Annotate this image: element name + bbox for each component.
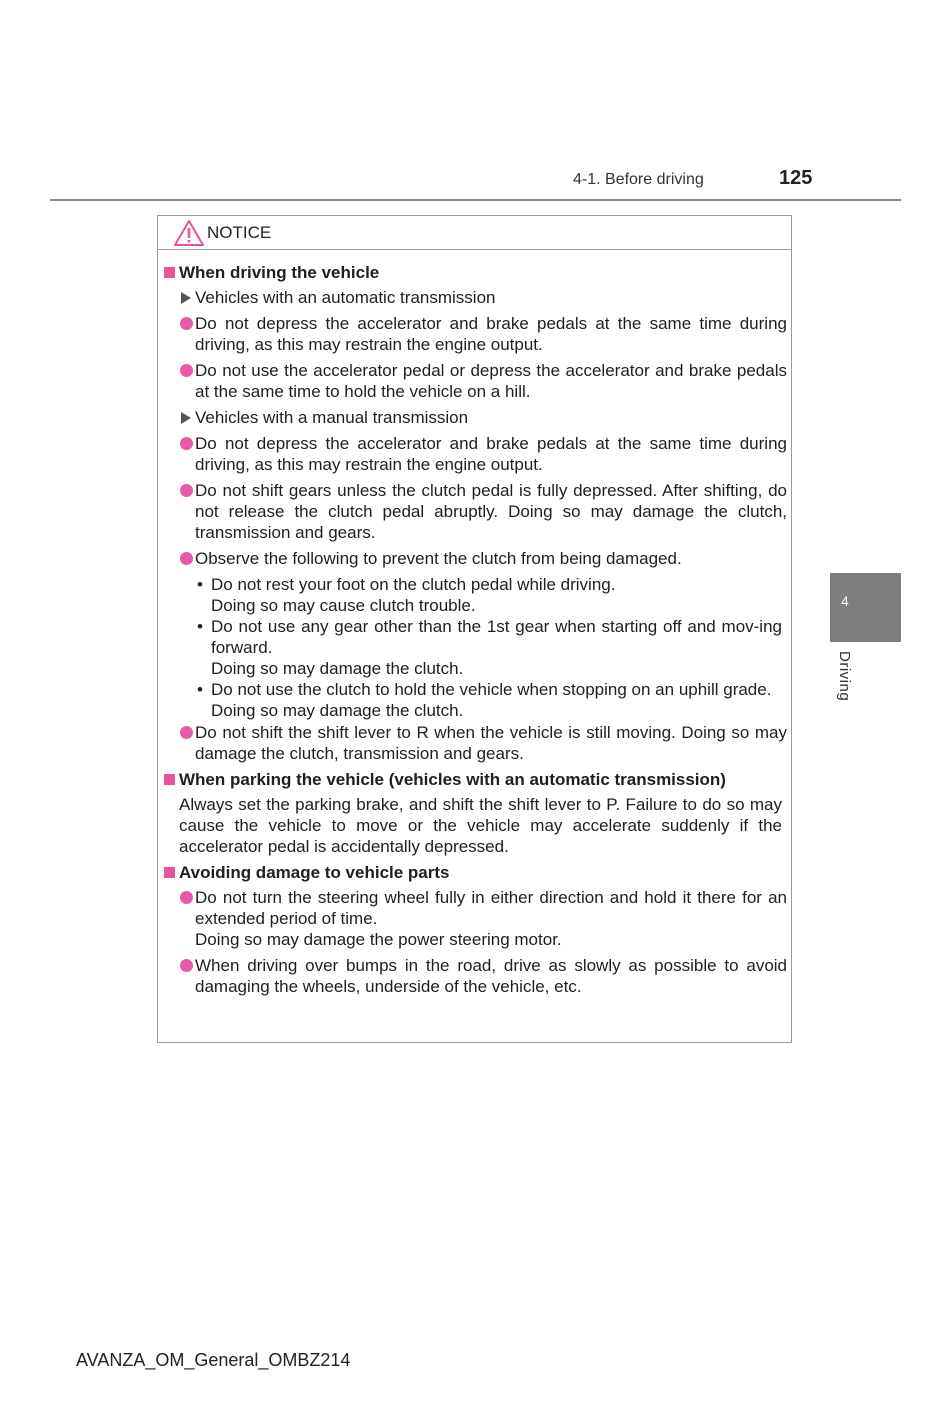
list-item <box>163 887 787 950</box>
item-text: Do not use the accelerator pedal or depress the accelerator and brake pedals at the same time to hold the vehicle on a hill. <box>195 361 787 401</box>
list-item <box>163 313 787 355</box>
section-heading <box>163 769 787 790</box>
sub-bullet-note: Doing so may cause clutch trouble. <box>211 596 476 615</box>
list-item <box>163 722 787 764</box>
circle-bullet-icon <box>180 484 193 497</box>
sub-bullet-note: Doing so may damage the clutch. <box>211 659 464 678</box>
sub-bullet <box>163 679 787 721</box>
sub-bullet-text: Do not rest your foot on the clutch pedal while driving. <box>211 575 616 594</box>
document-id: AVANZA_OM_General_OMBZ214 <box>76 1350 351 1370</box>
notice-header <box>158 216 791 250</box>
circle-bullet-icon <box>180 364 193 377</box>
section-title: 4-1. Before driving <box>573 171 704 188</box>
chapter-label: Driving <box>836 651 853 702</box>
header-divider <box>50 199 901 201</box>
square-bullet-icon <box>164 774 175 785</box>
notice-content <box>163 262 787 1002</box>
chapter-number: 4 <box>841 593 849 609</box>
item-text: Observe the following to prevent the clutch from being damaged. <box>195 549 682 568</box>
sub-bullet <box>163 616 787 679</box>
item-text: Do not depress the accelerator and brake pedals at the same time during driving, as this may restrain the engine output. <box>195 434 787 474</box>
square-bullet-icon <box>164 267 175 278</box>
warning-triangle-icon <box>173 219 205 247</box>
sub-bullet <box>163 574 787 616</box>
section-paragraph: Always set the parking brake, and shift the shift lever to P. Failure to do so may cause the vehicle to move or the vehicle may accelerate suddenly if the accelerator pedal is accidentally depressed. <box>179 795 782 856</box>
subheading-text: Vehicles with an automatic transmission <box>195 288 496 307</box>
item-text: When driving over bumps in the road, drive as slowly as possible to avoid damaging the wheels, underside of the vehicle, etc. <box>195 956 787 996</box>
list-item <box>163 955 787 997</box>
section-heading <box>163 262 787 283</box>
circle-bullet-icon <box>180 317 193 330</box>
item-text: Do not turn the steering wheel fully in either direction and hold it there for an extended period of time. <box>195 888 787 928</box>
notice-title: NOTICE <box>207 223 272 242</box>
bullet-dot-icon: • <box>197 617 203 636</box>
sub-bullet-note: Doing so may damage the clutch. <box>211 701 464 720</box>
sub-bullet-text: Do not use the clutch to hold the vehicle when stopping on an uphill grade. <box>211 680 772 699</box>
page-number: 125 <box>779 167 813 189</box>
circle-bullet-icon <box>180 959 193 972</box>
item-text: Do not depress the accelerator and brake pedals at the same time during driving, as this may restrain the engine output. <box>195 314 787 354</box>
item-note: Doing so may damage the power steering motor. <box>195 930 562 949</box>
notice-box <box>157 215 792 1043</box>
list-item <box>163 360 787 402</box>
subheading <box>163 407 787 428</box>
section-heading-text: When parking the vehicle (vehicles with an automatic transmission) <box>179 770 726 789</box>
list-item <box>163 433 787 475</box>
circle-bullet-icon <box>180 726 193 739</box>
circle-bullet-icon <box>180 891 193 904</box>
section-heading-text: Avoiding damage to vehicle parts <box>179 863 450 882</box>
item-text: Do not shift the shift lever to R when the vehicle is still moving. Doing so may damage the clutch, transmission and gears. <box>195 723 787 763</box>
circle-bullet-icon <box>180 437 193 450</box>
bullet-dot-icon: • <box>197 575 203 594</box>
section-heading <box>163 862 787 883</box>
subheading-text: Vehicles with a manual transmission <box>195 408 469 427</box>
section-heading-text: When driving the vehicle <box>179 263 380 282</box>
subheading <box>163 287 787 308</box>
item-text: Do not shift gears unless the clutch pedal is fully depressed. After shifting, do not release the clutch pedal abruptly. Doing so may damage the clutch, transmission and gears. <box>195 481 787 542</box>
list-item <box>163 480 787 543</box>
square-bullet-icon <box>164 867 175 878</box>
triangle-arrow-icon <box>181 292 191 304</box>
list-item <box>163 548 787 569</box>
sub-bullet-text: Do not use any gear other than the 1st gear when starting off and mov-ing forward. <box>211 617 782 657</box>
triangle-arrow-icon <box>181 412 191 424</box>
circle-bullet-icon <box>180 552 193 565</box>
bullet-dot-icon: • <box>197 680 203 699</box>
chapter-tab <box>830 573 901 642</box>
